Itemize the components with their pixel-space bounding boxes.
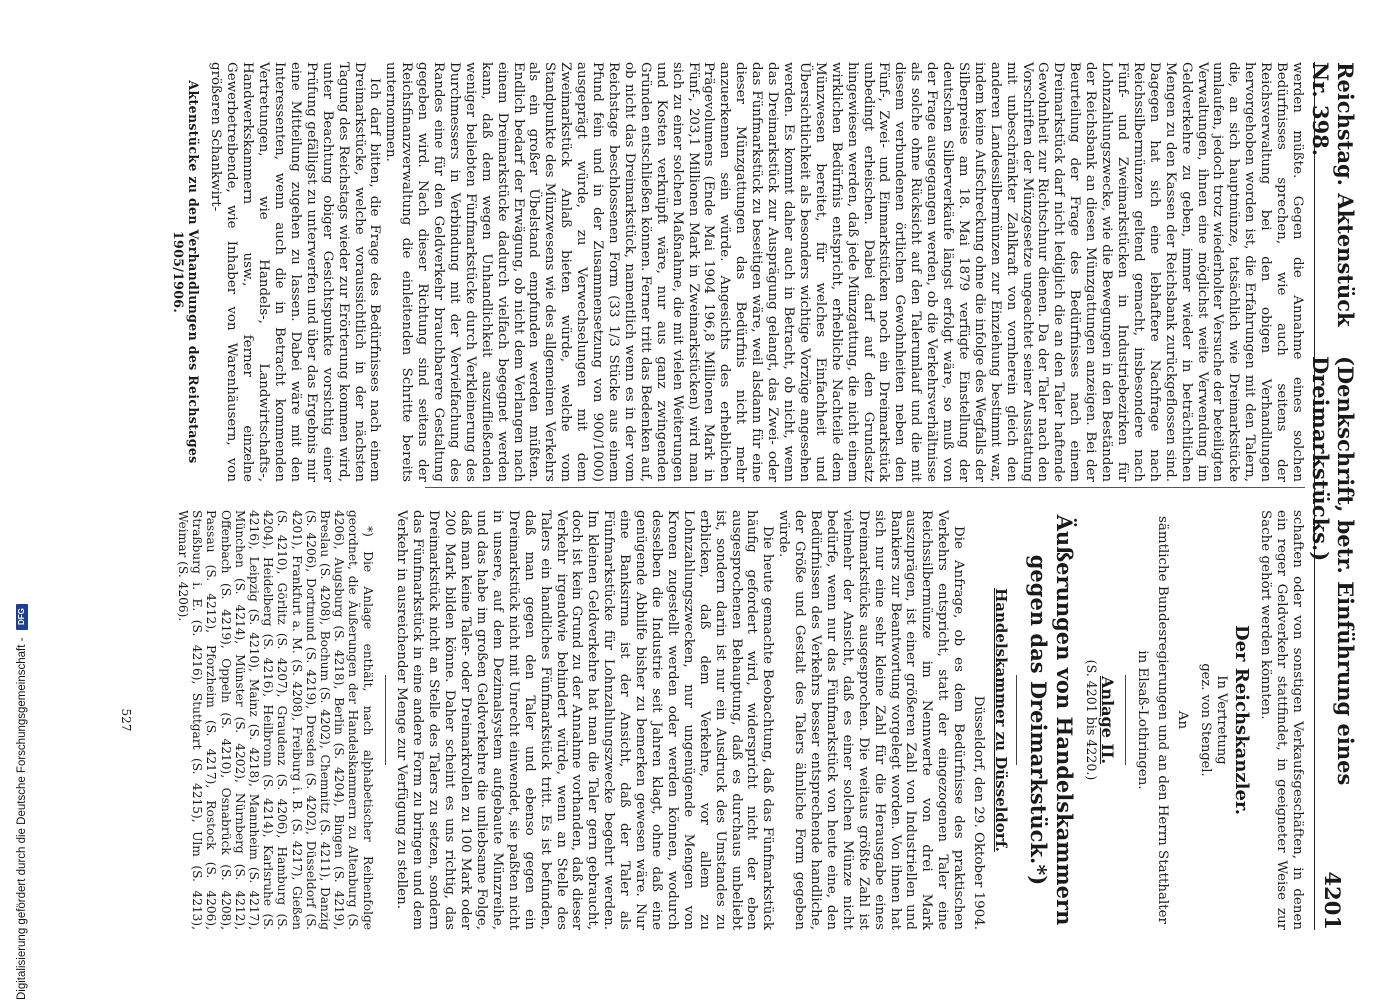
header-left: Reichstag. Aktenstück Nr. 398. bbox=[1308, 62, 1358, 327]
section-title: Äußerungen von Handelskammern gegen das Dreimarkstück.*) bbox=[1026, 514, 1078, 926]
separator-rule bbox=[1125, 675, 1126, 765]
column-divider bbox=[425, 487, 1305, 488]
page-header bbox=[1308, 62, 1358, 930]
chamber-title: Handelskammer zu Düsseldorf. bbox=[992, 588, 1011, 852]
addressee-line2: sämtliche Bundesregierungen und an den Herrn Statthalter bbox=[1154, 516, 1170, 924]
right-intro: schaften oder von sonstigen Verkaufsgeschäften, in denen ein reger Geldverkehr stattfindet, in geeigneter Weise zur Sache gehört werden könnten. bbox=[1258, 510, 1305, 930]
dfg-logo-icon: DFG bbox=[16, 604, 28, 630]
left-column bbox=[207, 62, 1305, 482]
signature-title: Der Reichskanzler. bbox=[1231, 624, 1253, 816]
right-paragraph: Die Anfrage, ob es dem Bedürfnisse des praktischen Verkehrs entspricht, statt der eingezogenen Taler eine Reichssilbermünze im Nennwerte von drei Mark auszuprägen, ist einer größeren Zahl von Industriellen und Bankiers zur Beantwortung vorgelegt worden. Von ihnen hat sich nur eine sehr kleine Zahl für die Herausgabe eines Dreimarkstücks ausgesprochen. Die weitaus größte Zahl ist vielmehr der Ansicht, daß es einer solchen Münze nicht bedürfe, wenn nur das Fünfmarkstück von heute eine, den Bedürfnissen des Verkehrs besser entsprechende handliche, der Größe und Gestalt des Talers ähnliche Form gegeben würde. bbox=[776, 510, 967, 930]
header-middle: (Denkschrift, betr. Einführung eines Dreimarkstücks.) bbox=[1308, 355, 1358, 786]
credit-text: Digitalisierung gefördert durch die Deutsche Forschungsgemeinschaft - bbox=[16, 637, 28, 1000]
credit-line bbox=[16, 0, 28, 1000]
header-page-number: 4201 bbox=[1320, 871, 1346, 930]
credit-sidebar bbox=[0, 0, 28, 1000]
bottom-note: Aktenstücke zu den Verhandlungen des Reichstages 1905/1906. bbox=[171, 80, 201, 464]
signature-block bbox=[1198, 510, 1253, 930]
addressee-line1: An bbox=[1174, 710, 1190, 730]
footnote-rule bbox=[385, 675, 386, 765]
left-paragraph: werden müßte. Gegen die Annahme eines solchen Bedürfnisses sprechen, wie auch seitens der Reichsverwaltung bei den obigen Verhandlungen hervorgehoben worden ist, die Erfahrungen mit den Talern, die, an sich hauptmünze, tatsächlich wie Dreimarkstücke umlaufen, jedoch trotz wiederholter Versuche der beteiligten Verwaltungen, ihnen eine möglichst weite Verwendung im Geldverkehre zu geben, immer wieder in beträchtlichen Mengen zu den Kassen der Reichsbank zurückgeflossen sind. Dagegen hat sich eine lebhaftere Nachfrage nach Reichssilbermünzen geltend gemacht, insbesondere nach Fünf- und Zweimarkstücken in Industriebezirken für Lohnzahlungszwecke, wie die Bewegungen in den Beständen der Reichsbank an diesen Münzgattungen anzeigen. Bei der Beurteilung der Frage des Bedürfnisses nach einem Dreimarkstück darf nicht lediglich die an den Taler haftende Gewohnheit zur Richtschnur dienen. Da der Taler nach den Vorschriften der Münzgesetze ungeachtet seiner Ausstattung mit unbeschränkter Zahlkraft von vornherein gleich den anderen Landessilbermünzen zur Einziehung bestimmt war, indem keine Aufschreckung ohne die infolge des Wegfalls der Silberpreise am 18. Mai 1879 verfügte Einstellung der deutschen Silberverkäufe längst erfolgt wäre, so muß von der Frage ausgegangen werden, ob die Verkehrsverhältnisse als solche ohne Rücksicht auf den Talerumlauf und die mit diesem verbundenen örtlichen Gewohnheiten neben den Fünf-, Zwei- und Einmarkstücken noch ein Dreimarkstück unbedingt erheischen. Dabei darf auf den Grundsatz hingewiesen werden, daß jede Münzgattung, die nicht einem wirklichen Bedürfnis entspricht, erhebliche Nachteile dem Münzwesen bereitet, für welches Einfachheit und Übersichtlichkeit als besonders wichtige Vorzüge angesehen werden. Es kommt daher auch in Betracht, ob nicht, wenn das Dreimarkstück zur Ausprägung gelangt, das Zwei- oder das Fünfmarkstück zu beseitigen wäre, weil alsdann für eine dieser Münzgattungen das Bedürfnis nicht mehr anzuerkennen sein würde. Angesichts des erheblichen Prägevolumens (Ende Mai 1904 196,8 Millionen Mark in Fünf-, 203,1 Millionen Mark in Zweimarkstücken) wird man sich zu einer solchen Maßnahme, die mit vielen Weiterungen und Kosten verknüpft wäre, nur aus ganz zwingenden Gründen entschließen können. Ferner tritt das Bedenken auf, ob nicht das Dreimarkstück, namentlich wenn es in der vom Reichstage beschlossenen Form (33 1/3 Stücke aus einem Pfund fein und in der Zusammensetzung von 900/1000) ausgeprägt würde, zu Verwechselungen mit dem Zweimarkstück Anlaß bieten würde, welche vom Standpunkte des Münzwesens wie des allgemeinen Verkehrs als ein großer Übelstand empfunden werden müßten. Endlich bedarf der Erwägung, ob nicht dem Verlangen nach einem Dreimarkstücke dadurch vielfach begegnet werden kann, daß dem wegen Unhandlichkeit auszufließenden weniger beliebten Fünfmarkstücke durch Verkleinerung des Durchmessers in Verbindung mit der Vervielfachung des Randes eine für den Geldverkehr brauchbarere Gestaltung gegeben wird. Nach dieser Richtung sind seitens der Reichsfinanzverwaltung die einleitenden Schritte bereits unternommen. bbox=[383, 62, 1305, 482]
signature-sub1: In Vertretung bbox=[1214, 675, 1230, 765]
signature-sub2: gez. von Stengel. bbox=[1198, 663, 1214, 777]
addressee-line3: in Elsaß-Lothringen. bbox=[1134, 650, 1150, 790]
footnote: *) Die Anlage enthält, nach alphabetischer Reihenfolge geordnet, die Äußerungen der Handelskammern zu Altenburg (S. 4206), Augsburg (S. 4218), Berlin (S. 4204), Bingen (S. 4219), Breslau (S. 4208), Bochum (S. 4202), Chemnitz (S. 4211), Danzig (S. 4206), Dortmund (S. 4219), Dresden (S. 4202), Düsseldorf (S. 4201), Frankfurt a. M. (S. 4208), Freiburg i. B. (S. 4217), Gießen (S. 4210), Görlitz (S. 4207), Graudenz (S. 4206), Hamburg (S. 4204), Heidelberg (S. 4216), Heilbronn (S. 4214), Karlsruhe (S. 4216), Leipzig (S. 4210), Mainz (S. 4218), Mannheim (S. 4217), München (S. 4214), Münster (S. 4202), Nürnberg (S. 4212), Offenbach (S. 4219), Oppeln (S. 4210), Osnabrück (S. 4208), Passau (S. 4212), Pforzheim (S. 4217), Rostock (S. 4206), Straßburg i. E. (S. 4216), Stuttgart (S. 4215), Ulm (S. 4213), Weimar (S. 4206). bbox=[175, 510, 375, 930]
separator-rule bbox=[1016, 675, 1017, 765]
anlage-range: (S. 4201 bis 4220.) bbox=[1083, 659, 1099, 781]
right-column bbox=[176, 510, 1305, 930]
anlage-title: Anlage II. bbox=[1097, 676, 1117, 764]
bottom-page-number: 527 bbox=[119, 708, 133, 732]
left-paragraph: Ich darf bitten, die Frage des Bedürfnisses nach einem Dreimarkstücke, welche voraussichtlich in der nächsten Tagung des Reichstags wieder zur Erörterung kommen wird, unter Beachtung obiger Gesichtspunkte vorsichtig einer Prüfung gefälligst zu unterwerfen und über das Ergebnis mir eine Mitteilung zugehen zu lassen. Dabei wäre mit den Interessenten, wenn auch die in Betracht kommenden Vertretungen, wie Handels-, Landwirtschafts-, Handwerkskammern usw., ferner einzelne Gewerbetreibende, wie Inhaber von Warenhäusern, von größeren Schankwirt- bbox=[208, 62, 383, 482]
date-line: Düsseldorf, den 29. Oktober 1904. bbox=[971, 695, 987, 930]
right-paragraph: Die heute gemachte Beobachtung, daß das Fünfmarkstück häufig gefordert wird, widerspricht nicht der eben ausgesprochenen Behauptung, daß es durchaus unbeliebt ist, sondern darin ist nur ein Ausdruck des Umstandes zu erblicken, daß dem Verkehre, vor allem zu Lohnzahlungszwecken, nur ungenügende Mengen von Kronen zugestellt werden oder werden können, wodurch desselben die Industrie seit Jahren klagt, ohne daß eine genügende Abhilfe bisher zu bemerken gewesen wäre. Nur eine Banksirma ist der Ansicht, daß der Taler als Fünfmarkstücke für Lohnzahlungszwecke begehrt werden. Im kleinen Geldverkehre hat man die Taler gern gebraucht, doch ist kein Grund zu der Annahme vorhanden, daß dieser Verkehr irgendwie behindert würde, wenn an Stelle des Talers ein handliches Fünfmarkstück tritt. Es ist befunden, daß man gegen den Taler und ebenso gegen ein Dreimarkstück nicht mit Unrecht einwendet, sie paßten nicht in unsere, auf dem Dezimalsystem aufgebaute Münzreihe, und das habe im großen Geldverkehre die unliebsame Folge, daß man keine Taler- oder Dreimarkrollen zu 100 Mark oder 200 Mark bilden könne. Daher scheint es uns richtig, das Dreimarkstück nicht an Stelle des Talers zu setzen, sondern das Fünfmarkstück in eine andere Form zu bringen und dem Verkehr in ausreichender Menge zur Verfügung zu stellen. bbox=[394, 510, 776, 930]
